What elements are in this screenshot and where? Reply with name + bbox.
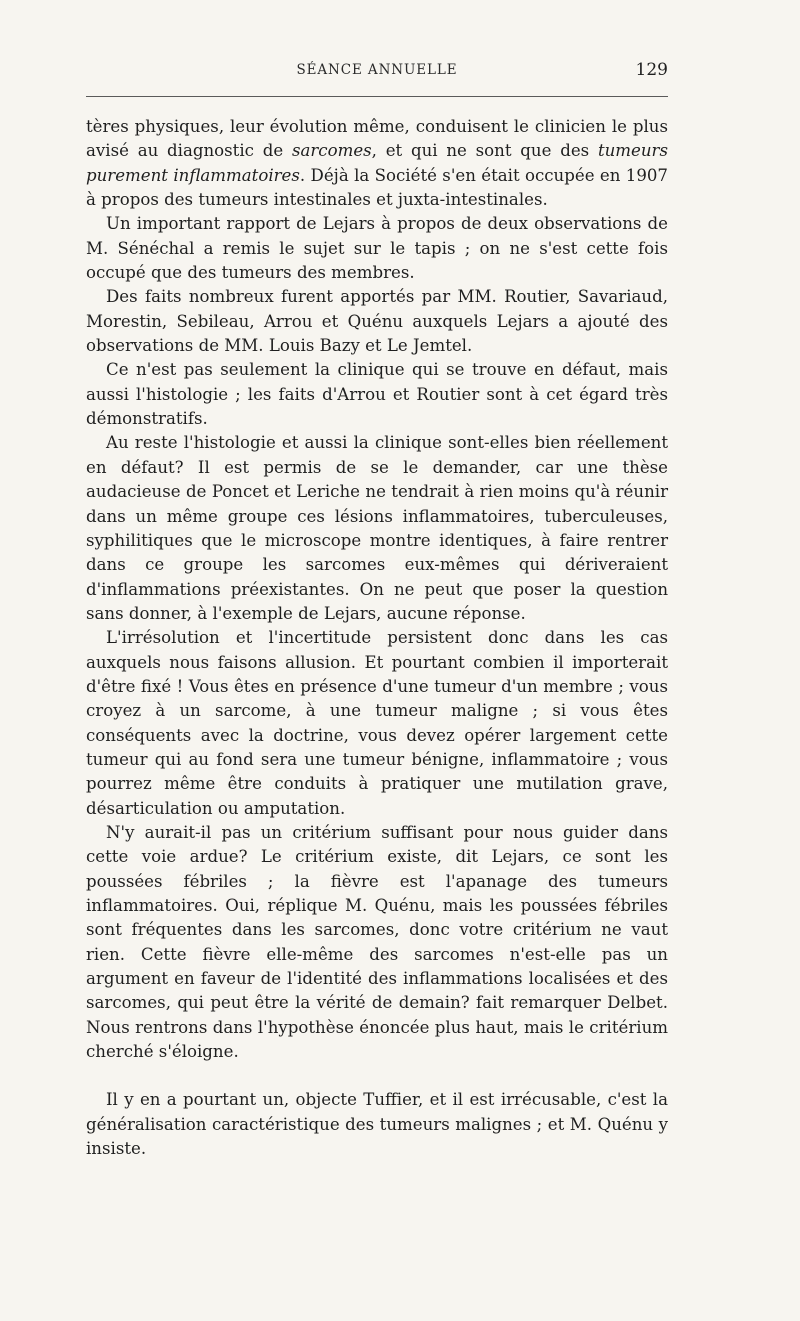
body-text: [86, 115, 668, 1161]
page-header: [86, 60, 668, 88]
italic-term: sarcomes: [291, 141, 372, 161]
italic-term: tumeurs purement inflammatoires: [86, 141, 668, 185]
paragraph: Un important rapport de Lejars à propos de deux observations de M. Sénéchal a remis le sujet sur le tapis ; on ne s'est cette fois occupé que des tumeurs des membres.: [86, 214, 668, 283]
page-number: 129: [635, 60, 668, 80]
header-rule: [86, 96, 668, 97]
paragraph: Ce n'est pas seulement la clinique qui se trouve en défaut, mais aussi l'histologie ; les faits d'Arrou et Routier sont à cet égard très démonstratifs.: [86, 360, 668, 429]
paragraph: Il y en a pourtant un, objecte Tuffier, et il est irrécusable, c'est la généralisation caractéristique des tumeurs malignes ; et M. Quénu y insiste.: [86, 1090, 668, 1159]
paragraph: L'irrésolution et l'incertitude persistent donc dans les cas auxquels nous faisons allusion. Et pourtant combien il importerait d'être fixé ! Vous êtes en présence d'une tumeur d'un membre ; vous croyez à un sarcome, à une tumeur maligne ; si vous êtes conséquents avec la doctrine, vous devez opérer largement cette tumeur qui au fond sera une tumeur bénigne, inflammatoire ; vous pourrez même être conduits à pratiquer une mutilation grave, désarticulation ou amputation.: [86, 628, 668, 818]
paragraph: N'y aurait-il pas un critérium suffisant pour nous guider dans cette voie ardue? Le critérium existe, dit Lejars, ce sont les poussées fébriles ; la fièvre est l'apanage des tumeurs inflammatoires. Oui, réplique M. Quénu, mais les poussées fébriles sont fréquentes dans les sarcomes, donc votre critérium ne vaut rien. Cette fièvre elle-même des sarcomes n'est-elle pas un argument en faveur de l'identité des inflammations localisées et des sarcomes, qui peut être la vérité de demain? fait remarquer Delbet. Nous rentrons dans l'hypothèse énoncée plus haut, mais le critérium cherché s'éloigne.: [86, 822, 668, 1062]
paragraph: Des faits nombreux furent apportés par MM. Routier, Savariaud, Morestin, Sebileau, Arrou et Quénu auxquels Lejars a ajouté des observations de MM. Louis Bazy et Le Jemtel.: [86, 287, 668, 356]
paragraph: tères physiques, leur évolution même, conduisent le clinicien le plus avisé au diagnostic de sarcomes, et qui ne sont que des tumeurs purement inflammatoires. Déjà la Société s'en était occupée en 1907 à propos des tumeurs intestinales et juxta-intestinales.: [86, 117, 668, 210]
paragraph: Au reste l'histologie et aussi la clinique sont-elles bien réellement en défaut? Il est permis de se le demander, car une thèse audacieuse de Poncet et Leriche ne tendrait à rien moins qu'à réunir dans un même groupe ces lésions inflammatoires, tuberculeuses, syphilitiques que le microscope montre identiques, à faire rentrer dans ce groupe les sarcomes eux-mêmes qui dériveraient d'inflammations préexistantes. On ne peut que poser la question sans donner, à l'exemple de Lejars, aucune réponse.: [86, 433, 668, 623]
running-head: SÉANCE ANNUELLE: [296, 62, 458, 78]
